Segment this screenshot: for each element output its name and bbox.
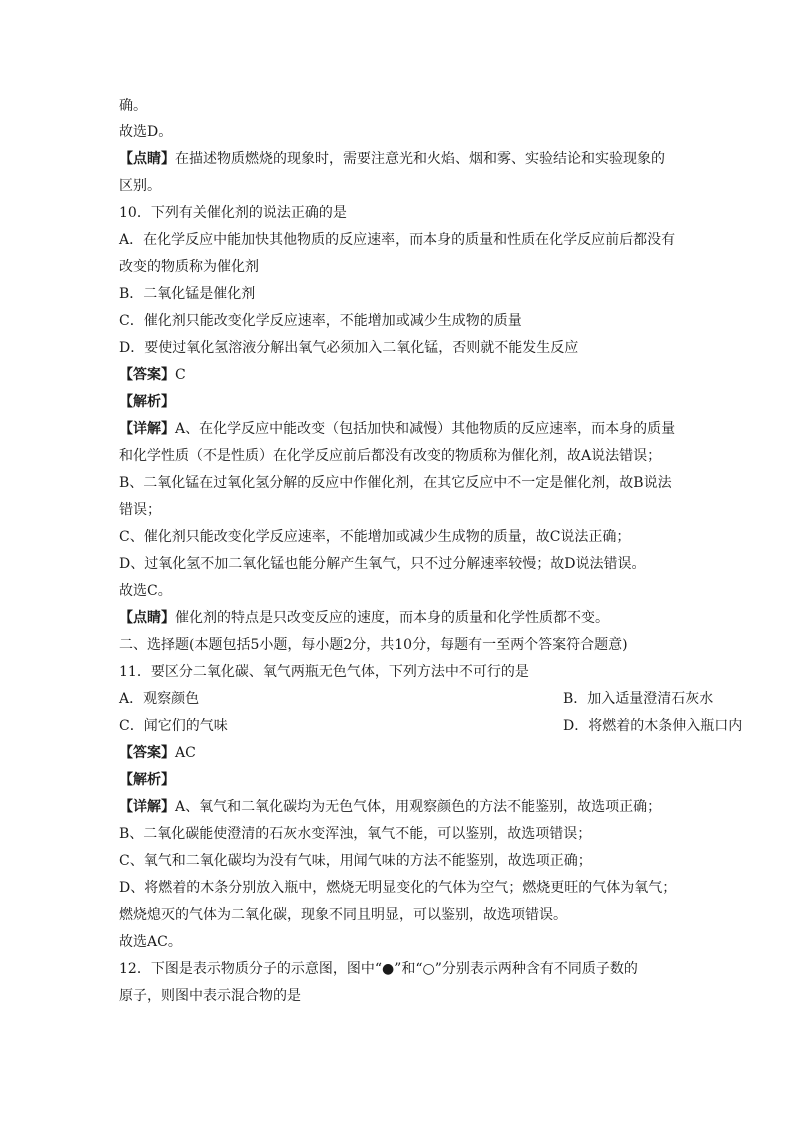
option-c: C．催化剂只能改变化学反应速率，不能增加或减少生成物的质量 bbox=[119, 313, 522, 329]
text-line: 故选AC。 bbox=[119, 934, 182, 950]
note-line: 【点睛】催化剂的特点是只改变反应的速度，而本身的质量和化学性质都不变。 bbox=[119, 610, 609, 626]
note-tag: 【点睛】 bbox=[119, 610, 175, 626]
analysis-tag: 【解析】 bbox=[119, 772, 175, 788]
analysis-line bbox=[119, 392, 679, 412]
options-row bbox=[119, 689, 714, 709]
detail-tag: 【详解】 bbox=[119, 799, 175, 815]
text-line: C、催化剂只能改变化学反应速率，不能增加或减少生成物的质量，故C说法正确； bbox=[119, 529, 631, 545]
question-10: 10．下列有关催化剂的说法正确的是 bbox=[119, 205, 347, 221]
detail-tag: 【详解】 bbox=[119, 421, 175, 437]
text-line: 确。 bbox=[119, 98, 147, 114]
option-a: A．在化学反应中能加快其他物质的反应速率，而本身的质量和性质在化学反应前后都没有 bbox=[119, 232, 676, 248]
text-line: B、二氧化锰在过氧化氢分解的反应中作催化剂，在其它反应中不一定是催化剂，故B说法 bbox=[119, 475, 672, 491]
text-line: 故选C。 bbox=[119, 583, 172, 599]
analysis-tag: 【解析】 bbox=[119, 394, 175, 410]
option-c: C．闻它们的气味 bbox=[119, 718, 228, 734]
text-line: 错误； bbox=[119, 502, 161, 518]
note-line: 【点睛】在描述物质燃烧的现象时，需要注意光和火焰、烟和雾、实验结论和实验现象的 bbox=[119, 151, 665, 167]
question-11: 11．要区分二氧化碳、氧气两瓶无色气体，下列方法中不可行的是 bbox=[119, 664, 529, 680]
answer-tag: 【答案】 bbox=[119, 367, 175, 383]
text-line: D、将燃着的木条分别放入瓶中，燃烧无明显变化的气体为空气；燃烧更旺的气体为氧气； bbox=[119, 880, 677, 896]
note-tag: 【点睛】 bbox=[119, 151, 175, 167]
detail-line: 【详解】A、在化学反应中能改变（包括加快和减慢）其他物质的反应速率，而本身的质量 bbox=[119, 421, 676, 437]
text-line: 故选D。 bbox=[119, 124, 173, 140]
text-line: B、二氧化碳能使澄清的石灰水变浑浊，氧气不能，可以鉴别，故选项错误； bbox=[119, 826, 592, 842]
text-line: 区别。 bbox=[119, 178, 161, 194]
text-line: C、氧气和二氧化碳均为没有气味，用闻气味的方法不能鉴别，故选项正确； bbox=[119, 853, 592, 869]
analysis-line bbox=[119, 770, 679, 790]
question-12: 12．下图是表示物质分子的示意图，图中“●”和“○”分别表示两种含有不同质子数的 bbox=[119, 961, 638, 977]
text-line: D、过氧化氢不加二氧化锰也能分解产生氧气，只不过分解速率较慢；故D说法错误。 bbox=[119, 556, 646, 572]
text-line: 改变的物质称为催化剂 bbox=[119, 259, 259, 275]
answer-tag: 【答案】 bbox=[119, 745, 175, 761]
text-line: 燃烧熄灭的气体为二氧化碳，现象不同且明显，可以鉴别，故选项错误。 bbox=[119, 907, 567, 923]
section-heading: 二、选择题(本题包括5小题，每小题2分，共10分，每题有一至两个答案符合题意) bbox=[119, 637, 628, 653]
text-line: 原子，则图中表示混合物的是 bbox=[119, 988, 301, 1004]
answer-line: 【答案】AC bbox=[119, 745, 196, 761]
option-a: A．观察颜色 bbox=[119, 691, 200, 707]
option-b: B．加入适量澄清石灰水 bbox=[563, 691, 714, 707]
option-d: D．将燃着的木条伸入瓶口内 bbox=[563, 718, 743, 734]
text-line: 和化学性质（不是性质）在化学反应前后都没有改变的物质称为催化剂，故A说法错误； bbox=[119, 448, 662, 464]
option-b: B．二氧化锰是催化剂 bbox=[119, 286, 256, 302]
options-row bbox=[119, 716, 743, 736]
option-d: D．要使过氧化氢溶液分解出氧气必须加入二氧化锰，否则就不能发生反应 bbox=[119, 340, 579, 356]
answer-line: 【答案】C bbox=[119, 367, 186, 383]
detail-line: 【详解】A、氧气和二氧化碳均为无色气体，用观察颜色的方法不能鉴别，故选项正确； bbox=[119, 799, 662, 815]
